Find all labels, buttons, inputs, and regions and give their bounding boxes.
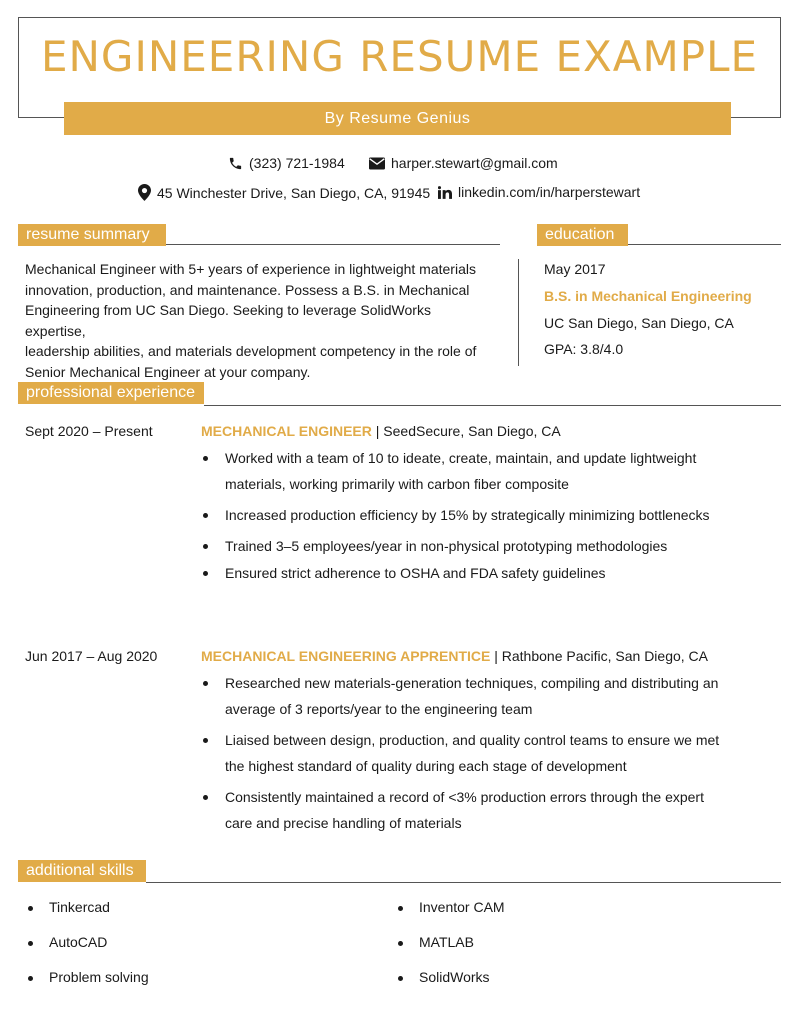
- job-dates: Jun 2017 – Aug 2020: [25, 648, 158, 664]
- skill-item: Tinkercad: [25, 899, 110, 915]
- education-gpa: GPA: 3.8/4.0: [544, 341, 624, 357]
- summary-line: leadership abilities, and materials development competency in the role of: [25, 343, 477, 359]
- skill-item: Problem solving: [25, 969, 149, 985]
- job-heading: [201, 648, 708, 664]
- summary-line: innovation, production, and maintenance. Possess a B.S. in Mechanical: [25, 281, 470, 298]
- summary-line: Mechanical Engineer with 5+ years of experience in lightweight materials: [25, 261, 476, 277]
- job-bullet: Increased production efficiency by 15% by strategically minimizing bottlenecks: [201, 502, 721, 528]
- skill-item: AutoCAD: [25, 934, 107, 950]
- summary-line: Engineering from UC San Diego. Seeking to leverage SolidWorks expertise,: [25, 302, 431, 339]
- job-bullet: Researched new materials-generation techniques, compiling and distributing an average of 3 reports/year to the engineering team: [201, 670, 721, 722]
- job-bullet: Trained 3–5 employees/year in non-physical prototyping methodologies: [201, 533, 721, 559]
- column-divider: [518, 259, 519, 366]
- contact-address: [138, 184, 430, 201]
- job-bullet: Liaised between design, production, and quality control teams to ensure we met the highest standard of quality during each stage of development: [201, 727, 721, 779]
- contact-email[interactable]: [369, 155, 558, 171]
- linkedin-url: linkedin.com/in/harperstewart: [458, 184, 641, 200]
- street-address: 45 Winchester Drive, San Diego, CA, 91945: [157, 184, 431, 201]
- skills-heading: additional skills: [18, 860, 146, 882]
- skill-item: MATLAB: [395, 934, 474, 950]
- email-address: harper.stewart@gmail.com: [391, 155, 558, 171]
- summary-rule: [166, 244, 500, 245]
- job-title: MECHANICAL ENGINEER: [201, 423, 372, 439]
- education-school: UC San Diego, San Diego, CA: [544, 315, 734, 331]
- education-heading: education: [537, 224, 628, 246]
- job-bullets: [201, 670, 721, 836]
- job-company: | SeedSecure, San Diego, CA: [371, 423, 561, 439]
- job-bullet: Ensured strict adherence to OSHA and FDA safety guidelines: [201, 560, 721, 586]
- phone-number: (323) 721-1984: [249, 155, 345, 171]
- page-title: ENGINEERING RESUME EXAMPLE: [40, 32, 759, 81]
- job-bullets: [201, 445, 721, 586]
- skills-rule: [146, 882, 781, 883]
- job-company: | Rathbone Pacific, San Diego, CA: [490, 648, 709, 664]
- summary-line: Senior Mechanical Engineer at your company.: [25, 363, 311, 380]
- job-heading: [201, 423, 561, 439]
- byline-banner: By Resume Genius: [64, 102, 731, 135]
- summary-text: [25, 259, 495, 382]
- map-pin-icon: [138, 184, 151, 201]
- skill-item: SolidWorks: [395, 969, 490, 985]
- contact-linkedin[interactable]: [438, 184, 640, 200]
- linkedin-icon: [438, 186, 452, 199]
- education-degree: B.S. in Mechanical Engineering: [544, 288, 752, 304]
- experience-heading: professional experience: [18, 382, 204, 404]
- skill-item: Inventor CAM: [395, 899, 505, 915]
- summary-heading: resume summary: [18, 224, 166, 246]
- job-title: MECHANICAL ENGINEERING APPRENTICE: [201, 648, 491, 664]
- envelope-icon: [369, 157, 385, 170]
- job-bullet: Worked with a team of 10 to ideate, create, maintain, and update lightweight materials, working primarily with carbon fiber composite: [201, 445, 721, 497]
- phone-icon: [228, 156, 243, 171]
- job-bullet: Consistently maintained a record of <3% production errors through the expert care and precise handling of materials: [201, 784, 721, 836]
- education-date: May 2017: [544, 261, 606, 277]
- job-dates: Sept 2020 – Present: [25, 423, 153, 439]
- education-rule: [628, 244, 781, 245]
- contact-phone[interactable]: [228, 155, 345, 171]
- experience-rule: [204, 405, 781, 406]
